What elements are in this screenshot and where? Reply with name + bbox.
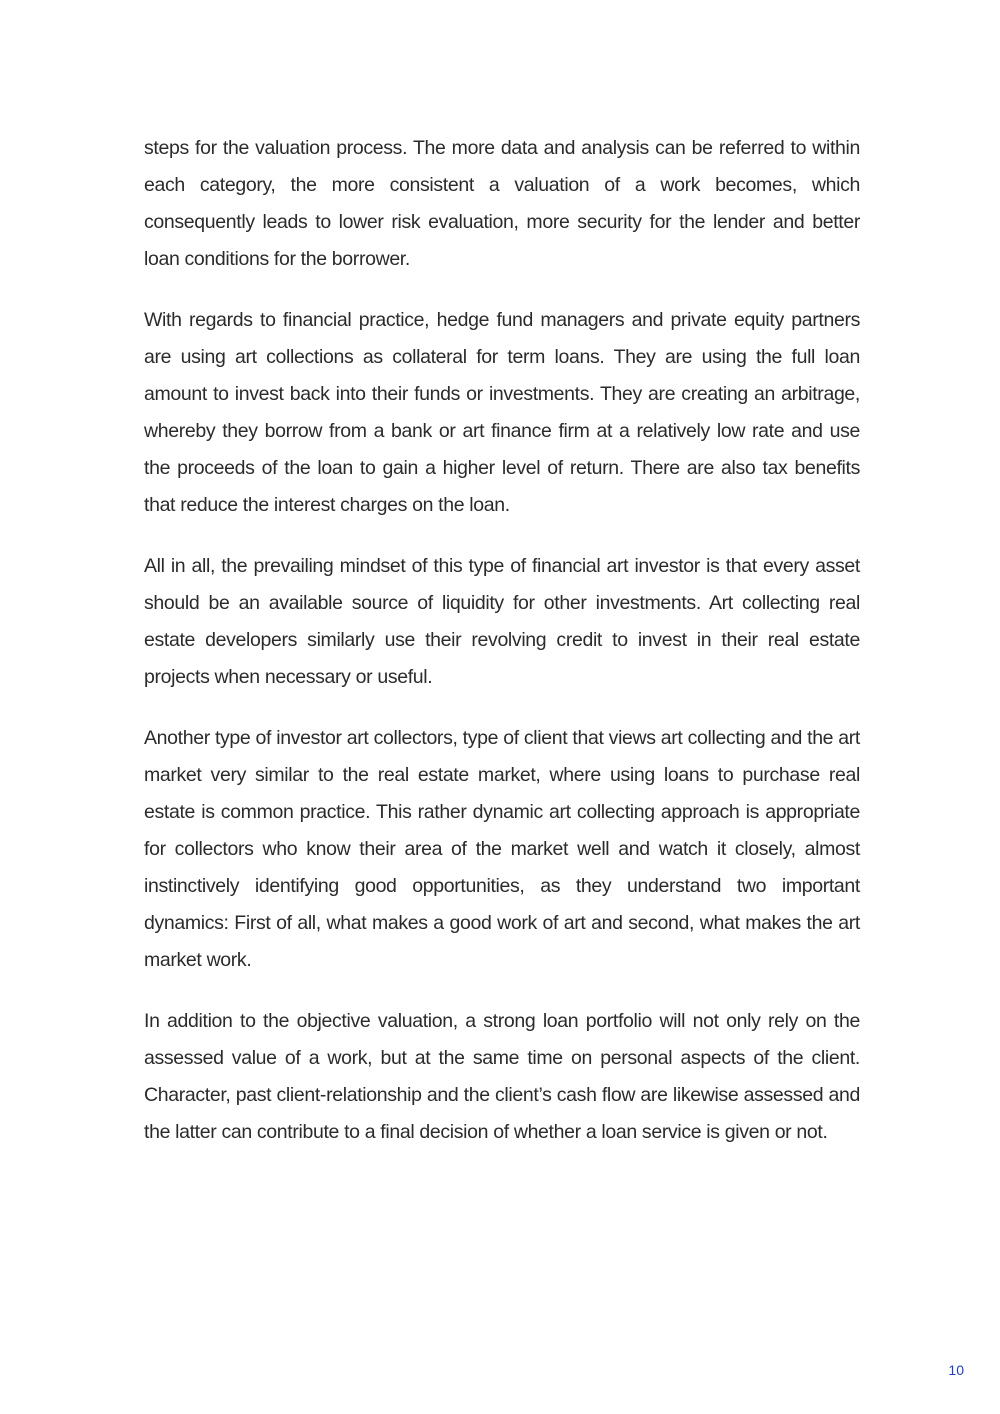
paragraph-investor-collectors: Another type of investor art collectors, type of client that views art collecting and the art market very similar to the real estate market, where using loans to purchase real estate is common practice. This rather dynamic art collecting approach is appropriate for collectors who know their area of the market well and watch it closely, almost instinctively identifying good opportunities, as they understand two important dynamics: First of all, what makes a good work of art and second, what makes the art market work. bbox=[144, 727, 860, 971]
paragraph-financial-practice: With regards to financial practice, hedge fund managers and private equity partners are using art collections as collateral for term loans. They are using the full loan amount to invest back into their funds or investments. They are creating an arbitrage, whereby they borrow from a bank or art finance firm at a relatively low rate and use the proceeds of the loan to gain a higher level of return. There are also tax benefits that reduce the interest charges on the loan. bbox=[144, 309, 860, 516]
paragraph-loan-portfolio: In addition to the objective valuation, a strong loan portfolio will not only rely on the assessed value of a work, but at the same time on personal aspects of the client. Character, past client-relationship and the client’s cash flow are likewise assessed and the latter can contribute to a final decision of whether a loan service is given or not. bbox=[144, 1010, 860, 1143]
body-text bbox=[144, 130, 860, 1175]
page-number: 10 bbox=[948, 1362, 964, 1378]
paragraph-valuation-steps: steps for the valuation process. The more data and analysis can be referred to within each category, the more consistent a valuation of a work becomes, which consequently leads to lower risk evaluation, more security for the lender and better loan conditions for the borrower. bbox=[144, 137, 860, 270]
paragraph-liquidity-mindset: All in all, the prevailing mindset of this type of financial art investor is that every asset should be an available source of liquidity for other investments. Art collecting real estate developers similarly use their revolving credit to invest in their real estate projects when necessary or useful. bbox=[144, 555, 860, 688]
